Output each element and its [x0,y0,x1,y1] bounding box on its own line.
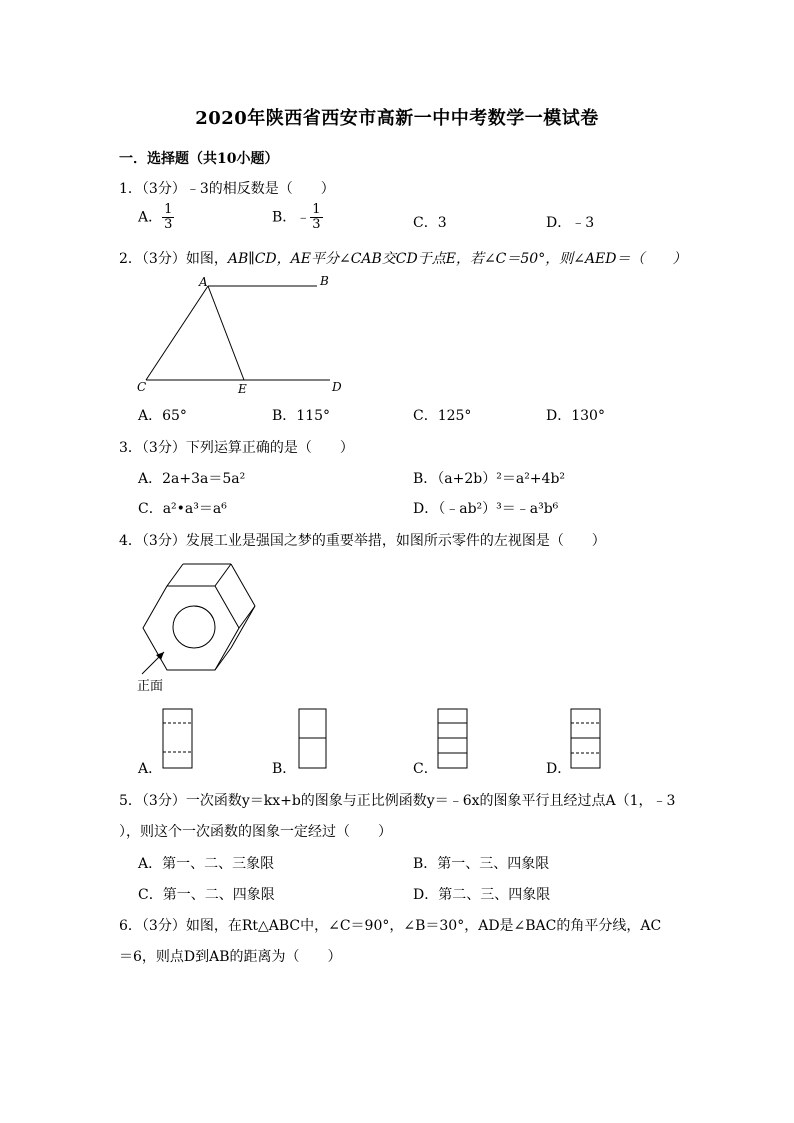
view-a [162,708,194,770]
fraction: $\frac{1}{3}$ [164,202,173,232]
q4-option-c: C． [413,761,438,777]
label-c: C [137,380,147,394]
q5-option-c: C．第一、二、四象限 [138,887,275,903]
q1-option-c: C．3 [413,215,447,231]
q3-option-a: A．2a+3a＝5a² [138,471,246,487]
q5-option-b: B．第一、三、四象限 [413,856,550,872]
label-a: A [199,275,208,289]
q3-option-b: B．（a+2b）²＝a²+4b² [413,471,566,487]
label-b: B [320,274,329,288]
front-label: 正面 [137,679,164,694]
q1-option-b: B．﹣ $\frac{1}{3}$ [272,202,321,232]
question-6-line-2: ＝6，则点D到AB的距离为（ ） [119,949,342,965]
fraction: $\frac{1}{3}$ [312,202,321,232]
q4-option-b: B． [272,761,297,777]
q3-option-d: D．（﹣ab²）³＝﹣a³b⁶ [413,501,559,517]
question-4-stem: 4．（3分）发展工业是强国之梦的重要举措，如图所示零件的左视图是（ ） [119,533,606,549]
question-5-line-2: ），则这个一次函数的图象一定经过（ ） [119,824,392,840]
q5-option-a: A．第一、二、三象限 [138,856,275,872]
q5-option-d: D．第二、三、四象限 [413,887,551,903]
question-6-line-1: 6．（3分）如图，在Rt△ABC中，∠C＝90°，∠B＝30°，AD是∠BAC的角平分线，AC [119,918,662,934]
view-b [298,708,328,770]
question-2-stem: 2．（3分）如图，AB∥CD，AE平分∠CAB交CD于点E，若∠C＝50°，则∠AED＝（ ） [119,251,687,267]
section-heading: 一．选择题（共10小题） [119,151,279,167]
q2-option-a: A．65° [138,408,187,424]
view-d [570,708,602,770]
q4-option-a: A． [138,761,163,777]
page-title: 2020年陕西省西安市高新一中中考数学一模试卷 [195,108,599,129]
segment-ae [208,286,244,380]
view-c [437,708,469,770]
q1-option-d: D．﹣3 [546,215,595,231]
parallel-lines-figure [130,272,360,400]
segment-ac [146,286,208,380]
label-d: D [332,380,342,394]
q1-option-a: A． $\frac{1}{3}$ [138,202,173,232]
question-3-stem: 3．（3分）下列运算正确的是（ ） [119,440,354,456]
q3-option-c: C．a²•a³＝a⁶ [138,501,227,517]
q4-option-d: D． [546,761,572,777]
label-e: E [238,382,247,396]
question-5-line-1: 5．（3分）一次函数y＝kx+b的图象与正比例函数y＝﹣6x的图象平行且经过点A（1，﹣3 [119,793,676,809]
q2-option-b: B．115° [272,408,331,424]
question-1-stem: 1．（3分）﹣3的相反数是（ ） [119,181,335,197]
q2-option-c: C．125° [413,408,472,424]
q2-option-d: D．130° [546,408,605,424]
